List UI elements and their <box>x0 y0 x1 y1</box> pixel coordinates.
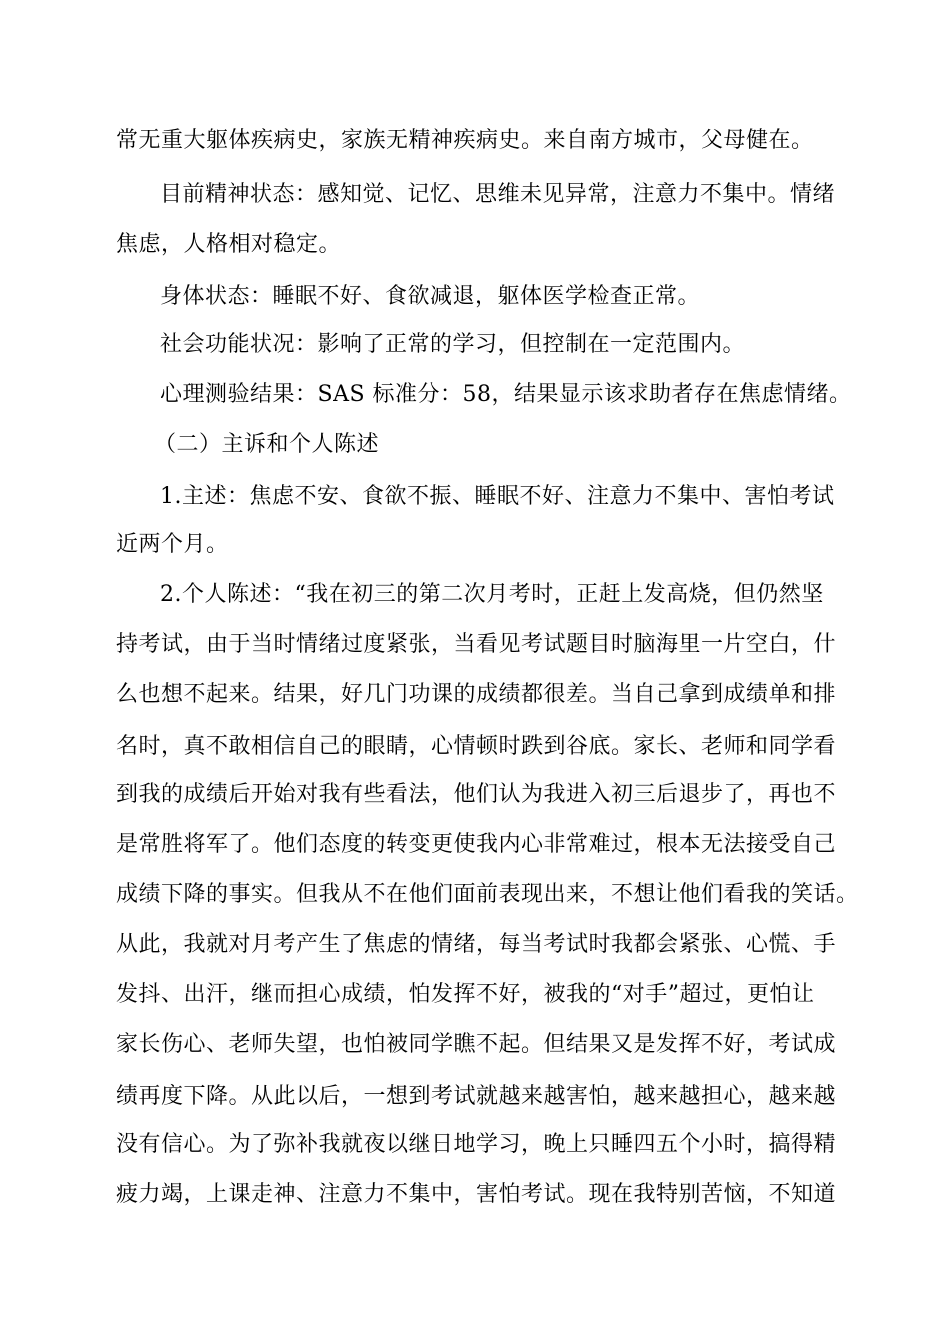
text-line-personal-statement: 从此，我就对月考产生了焦虑的情绪，每当考试时我都会紧张、心慌、手 <box>116 932 837 957</box>
text-line-mental-state: 目前精神状态：感知觉、记忆、思维未见异常，注意力不集中。情绪 <box>160 182 836 207</box>
text-line-chief-complaint-cont: 近两个月。 <box>116 532 229 557</box>
text-line-chief-complaint: 1.主述：焦虑不安、食欲不振、睡眠不好、注意力不集中、害怕考试 <box>160 484 835 509</box>
text-line-personal-statement: 么也想不起来。结果，好几门功课的成绩都很差。当自己拿到成绩单和排 <box>116 682 837 707</box>
text-line-physical-state: 身体状态：睡眠不好、食欲减退，躯体医学检查正常。 <box>160 284 701 309</box>
text-line-social-function: 社会功能状况：影响了正常的学习，但控制在一定范围内。 <box>160 332 746 357</box>
text-line-personal-statement: 到我的成绩后开始对我有些看法，他们认为我进入初三后退步了，再也不 <box>116 782 837 807</box>
text-line-personal-statement: 没有信心。为了弥补我就夜以继日地学习，晚上只睡四五个小时，搞得精 <box>116 1132 837 1157</box>
section-heading-complaint: （二）主诉和个人陈述 <box>154 432 380 457</box>
text-line-personal-statement: 疲力竭，上课走神、注意力不集中，害怕考试。现在我特别苦恼，不知道 <box>116 1182 837 1207</box>
text-line-personal-statement: 是常胜将军了。他们态度的转变更使我内心非常难过，根本无法接受自己 <box>116 832 837 857</box>
text-line-medical-history: 常无重大躯体疾病史，家族无精神疾病史。来自南方城市，父母健在。 <box>116 128 814 153</box>
text-line-mental-state-cont: 焦虑，人格相对稳定。 <box>116 232 342 257</box>
text-line-personal-statement: 成绩下降的事实。但我从不在他们面前表现出来，不想让他们看我的笑话。 <box>116 882 859 907</box>
text-line-personal-statement: 家长伤心、老师失望，也怕被同学瞧不起。但结果又是发挥不好，考试成 <box>116 1032 837 1057</box>
text-line-personal-statement: 2.个人陈述：“我在初三的第二次月考时，正赶上发高烧，但仍然坚 <box>160 582 824 607</box>
text-line-personal-statement: 名时，真不敢相信自己的眼睛，心情顿时跌到谷底。家长、老师和同学看 <box>116 734 837 759</box>
text-line-personal-statement: 持考试，由于当时情绪过度紧张，当看见考试题目时脑海里一片空白，什 <box>116 632 837 657</box>
text-line-test-result: 心理测验结果：SAS 标准分：58，结果显示该求助者存在焦虑情绪。 <box>160 382 852 407</box>
text-line-personal-statement: 绩再度下降。从此以后，一想到考试就越来越害怕，越来越担心，越来越 <box>116 1084 837 1109</box>
text-line-personal-statement: 发抖、出汗，继而担心成绩，怕发挥不好，被我的“对手”超过，更怕让 <box>116 982 815 1007</box>
